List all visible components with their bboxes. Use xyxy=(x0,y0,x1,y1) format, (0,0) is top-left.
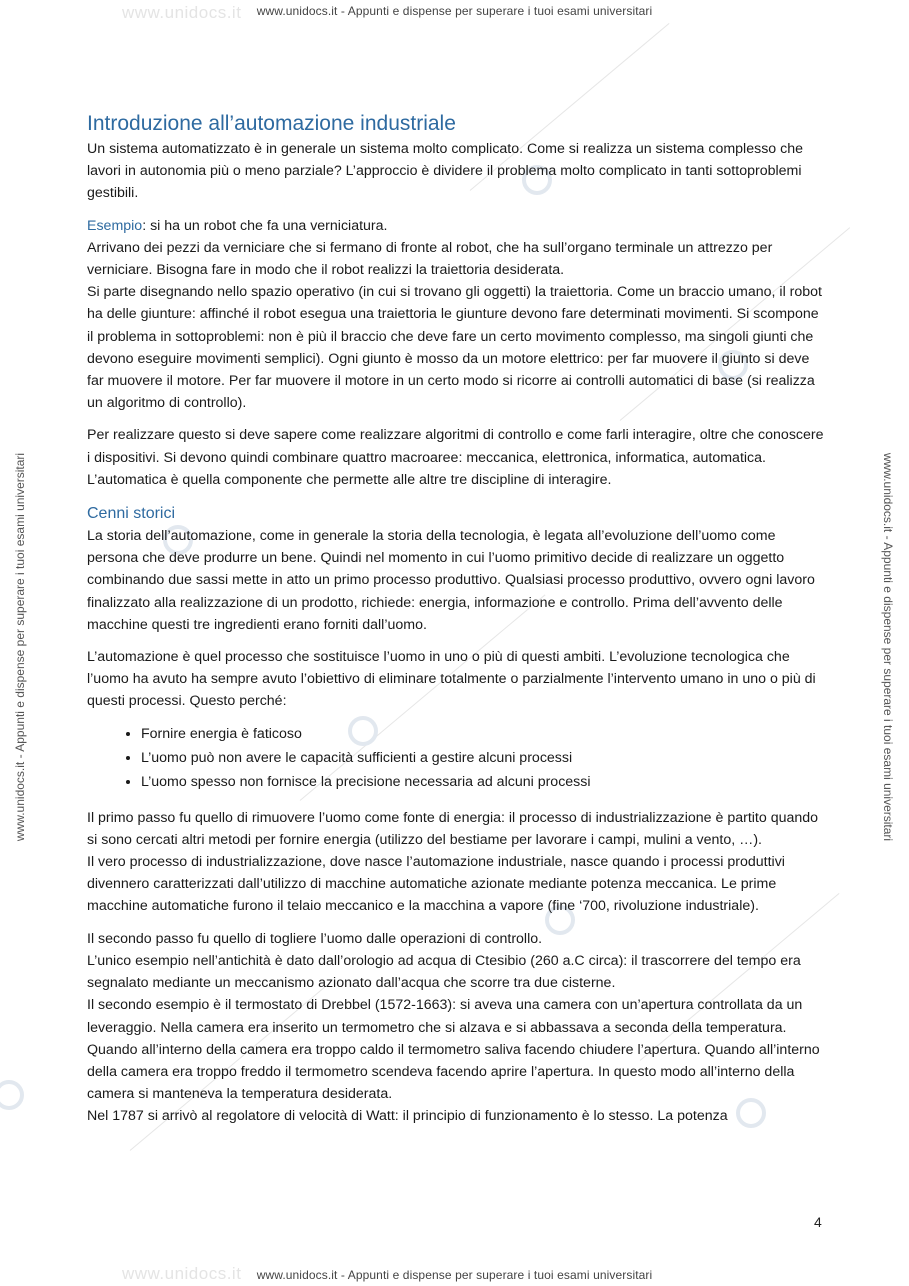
secondo-passo-paragraph: Il secondo passo fu quello di togliere l’uomo dalle operazioni di controllo. xyxy=(87,930,543,947)
watermark-right: www.unidocs.it - Appunti e dispense per superare i tuoi esami universitari xyxy=(881,452,895,842)
watt-paragraph: Nel 1787 si arrivò al regolatore di velocità di Watt: il principio di funzionamento è lo stesso. La potenza xyxy=(87,1108,728,1125)
watermark-bottom: www.unidocs.it - Appunti e dispense per superare i tuoi esami universitari xyxy=(256,1268,653,1282)
example-paragraph: Si parte disegnando nello spazio operativo (in cui si trovano gli oggetti) la traiettoria. Come un braccio umano, il robot ha delle giunture: affinché il robot esegua una traiettoria le giunture devono fare determinati movimenti. Si scompone il problema in sottoproblemi: non è più il braccio che deve fare un certo movimento complesso, ma singoli giunti che devono eseguire movimenti semplici). Ogni giunto è mosso da un motore elettrico: per far muovere il giunto si deve far muovere il motore. Per far muovere il motore in un certo modo si ricorre ai controlli automatici di base (si realizza un algoritmo di controllo). xyxy=(87,284,822,412)
page-number: 4 xyxy=(814,1214,822,1230)
primo-passo-paragraph: Il primo passo fu quello di rimuovere l’uomo come fonte di energia: il processo di industrializzazione è partito quando si sono cercati altri metodi per fornire energia (utilizzo del bestiame per lavorare i campi, mulini a vento, …). xyxy=(87,809,819,848)
drebbel-paragraph: Il secondo esempio è il termostato di Drebbel (1572-1663): si aveva una camera con un’apertura controllata da un leveraggio. Nella camera era inserito un termometro che si alzava e si abbassava a seconda della temperatura. Quando all’interno della camera era troppo caldo il termometro saliva facendo chiudere l’apertura. Quando all’interno della camera era troppo freddo il termometro scendeva facendo aprire l’apertura. In questo modo all’interno della camera si manteneva la temperatura desiderata. xyxy=(87,997,820,1103)
macroaree-paragraph: Per realizzare questo si deve sapere come realizzare algoritmi di controllo e come farli interagire, oltre che conoscere i dispositivi. Si devono quindi combinare quattro macroaree: meccanica, elettronica, informatica, automatica. L’automatica è quella componente che permette alle altre tre discipline di interagire. xyxy=(87,427,824,488)
section-title-cenni-storici: Cenni storici xyxy=(87,505,176,523)
intro-paragraph: Un sistema automatizzato è in generale un sistema molto complicato. Come si realizza un sistema complesso che lavori in autonomia più o meno parziale? L’approccio è dividere il problema molto complicato in tanti sottoproblemi gestibili. xyxy=(87,141,803,202)
watermark-top: www.unidocs.it - Appunti e dispense per superare i tuoi esami universitari xyxy=(256,4,653,18)
industrializzazione-paragraph: Il vero processo di industrializzazione, dove nasce l’automazione industriale, nasce quando i processi produttivi divennero caratterizzati dall’utilizzo di macchine automatiche azionate mediante potenza meccanica. Le prime macchine automatiche furono il telaio meccanico e la macchina a vapore (fine ‘700, rivoluzione industriale). xyxy=(87,854,785,915)
document-body xyxy=(87,110,827,1128)
watermark-faint-bottom: www.unidocs.it xyxy=(122,1264,242,1283)
automazione-paragraph: L’automazione è quel processo che sostituisce l’uomo in uno o più di questi ambiti. L’evoluzione tecnologica che l’uomo ha avuto ha sempre avuto l’obiettivo di eliminare totalmente o parzialmente l’intervento umano in uno o più di questi processi. Questo perché: xyxy=(87,649,816,710)
example-label: Esempio xyxy=(87,217,143,234)
example-paragraph: Arrivano dei pezzi da verniciare che si fermano di fronte al robot, che ha sull’organo terminale un attrezzo per verniciare. Bisogna fare in modo che il robot realizzi la traiettoria desiderata. xyxy=(87,239,773,279)
watermark-faint-top: www.unidocs.it xyxy=(122,3,242,22)
ctesibio-paragraph: L’unico esempio nell’antichità è dato dall’orologio ad acqua di Ctesibio (260 a.C circa): il trascorrere del tempo era segnalato mediante un meccanismo azionato dall’acqua che scorre tra due cisterne. xyxy=(87,952,801,992)
reasons-list xyxy=(87,723,827,794)
watermark-left: www.unidocs.it - Appunti e dispense per superare i tuoi esami universitari xyxy=(13,452,27,842)
list-item: • L’uomo può non avere le capacità sufficienti a gestire alcuni processi xyxy=(141,747,827,770)
list-item: • L’uomo spesso non fornisce la precisione necessaria ad alcuni processi xyxy=(141,771,827,794)
watermark-logo-icon xyxy=(0,1080,24,1110)
storia-paragraph: La storia dell’automazione, come in generale la storia della tecnologia, è legata all’evoluzione dell’uomo come persona che deve produrre un bene. Quindi nel momento in cui l’uomo primitivo decide di realizzare un oggetto combinando due sassi mette in atto un primo processo produttivo. Qualsiasi processo produttivo, ovvero ogni lavoro finalizzato alla realizzazione di un prodotto, richiede: energia, informazione e controllo. Prima dell’avvento delle macchine questi tre ingredienti erano forniti dall’uomo. xyxy=(87,528,815,633)
page-title: Introduzione all’automazione industriale xyxy=(87,112,456,135)
list-item: • Fornire energia è faticoso xyxy=(141,723,827,746)
example-heading xyxy=(87,215,827,237)
example-rest: : si ha un robot che fa una verniciatura. xyxy=(142,217,388,234)
